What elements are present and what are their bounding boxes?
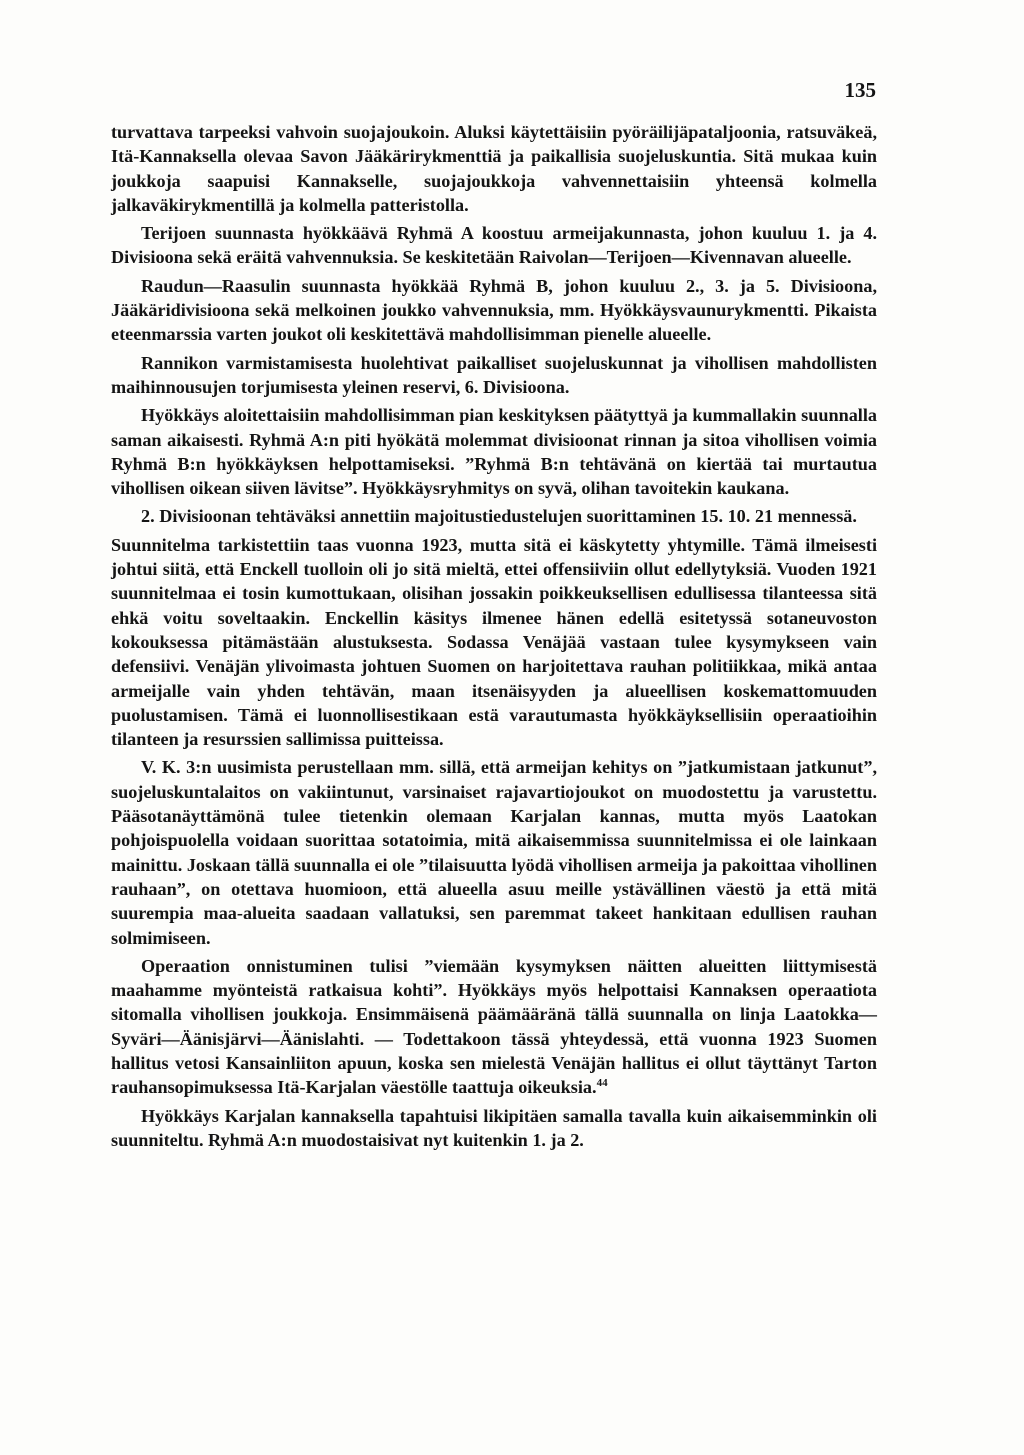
- paragraph-10: Hyökkäys Karjalan kannaksella tapahtuisi likipitäen samalla tavalla kuin aikaisemminkin oli suunniteltu. Ryhmä A:n muodostaisivat nyt kuitenkin 1. ja 2.: [111, 1105, 877, 1150]
- paragraph-9: [111, 954, 877, 1100]
- paragraph-8: V. K. 3:n uusimista perustellaan mm. sillä, että armeijan kehitys on ”jatkumistaan jatkunut”, suojeluskuntalaitos on vakiintunut, varsinaiset rajavartiojoukot on muodostettu ja varustettu. Pääsotanäyttämönä tulee tietenkin olemaan Karjalan kannas, mutta myös Laatokan pohjoispuolella voidaan suorittaa sotatoimia, mitä aikaisemmissa suunnitelmissa ei ole lainkaan mainittu. Joskaan tällä suunnalla ei ole ”tilaisuutta lyödä vihollisen armeija ja pakoittaa vihollinen rauhaan”, on otettava huomioon, että alueella asuu meille ystävällinen väestö ja että mitä suurempia maa-alueita saadaan vallatuksi, sen paremmat takeet hankitaan edullisen rauhan solmimiseen.: [111, 757, 877, 948]
- paragraph-4: Rannikon varmistamisesta huolehtivat paikalliset suojeluskunnat ja vihollisen mahdollisten maihinnousujen torjumisesta yleinen reservi, 6. Divisioona.: [111, 352, 877, 397]
- paragraph-3: Raudun—Raasulin suunnasta hyökkää Ryhmä B, johon kuuluu 2., 3. ja 5. Divisioona, Jääkäridivisioona sekä melkoinen joukko vahvennuksia, mm. Hyökkäysvaunurykmentti. Pikaista eteenmarssia varten joukot oli keskitettävä mahdollisimman pienelle alueelle.: [111, 275, 877, 345]
- page-number: 135: [844, 78, 876, 102]
- body-text: [111, 120, 877, 1156]
- paragraph-2: Terijoen suunnasta hyökkäävä Ryhmä A koostuu armeijakunnasta, johon kuuluu 1. ja 4. Divisioona sekä eräitä vahvennuksia. Se keskitetään Raivolan—Terijoen—Kivennavan alueelle.: [111, 223, 877, 268]
- paragraph-1: turvattava tarpeeksi vahvoin suojajoukoin. Aluksi käytettäisiin pyöräilijäpataljoonia, ratsuväkeä, Itä-Kannaksella olevaa Savon Jääkärirykmenttiä ja paikallisia suojeluskuntia. Sitä mukaa kuin joukkoja saapuisi Kannakselle, suojajoukkoja vahvennettaisiin yhteensä kolmella jalkaväkirykmentillä ja kolmella patteristolla.: [111, 122, 877, 215]
- paragraph-6: 2. Divisioonan tehtäväksi annettiin majoitustiedustelujen suorittaminen 15. 10. 21 mennessä.: [141, 506, 857, 527]
- paragraph-7: Suunnitelma tarkistettiin taas vuonna 1923, mutta sitä ei käskytetty yhtymille. Tämä ilmeisesti johtui siitä, että Enckell tuolloin oli jo sitä mieltä, ettei offensiiviin ollut edellytyksiä. Vuoden 1921 suunnitelmaa ei tosin kumottukaan, olisihan jossakin poikkeuksellisen edullisessa tilanteessa sitä ehkä voitu soveltaakin. Enckellin käsitys ilmenee hänen edellä esitetyssä sotaneuvoston kokouksessa pitämästään alustuksesta. Sodassa Venäjää vastaan tulee kysymykseen vain defensiivi. Venäjän ylivoimasta johtuen Suomen on harjoitettava rauhan politiikkaa, mikä antaa armeijalle vain yhden tehtävän, maan itsenäisyyden ja alueellisen koskemattomuuden puolustamisen. Tämä ei luonnollisestikaan estä varautumasta hyökkäyksellisiin operaatioihin tilanteen ja resurssien sallimissa puitteissa.: [111, 534, 877, 750]
- paragraph-9-text: Operaation onnistuminen tulisi ”viemään kysymyksen näitten alueitten liittymisestä maahamme myönteistä ratkaisua kohti”. Hyökkäys myös helpottaisi Kannaksen operaatiota sitomalla vihollisen joukkoja. Ensimmäisenä päämääränä tällä suunnalla on linja Laatokka—Syväri—Äänisjärvi—Äänislahti. — Todettakoon tässä yhteydessä, että vuonna 1923 Suomen hallitus vetosi Kansainliiton apuun, koska sen mielestä Venäjän hallitus ei ollut täyttänyt Tarton rauhansopimuksessa Itä-Karjalan väestölle taattuja oikeuksia.: [111, 955, 877, 1098]
- paragraph-5: Hyökkäys aloitettaisiin mahdollisimman pian keskityksen päätyttyä ja kummallakin suunnalla saman aikaisesti. Ryhmä A:n piti hyökätä molemmat divisioonat rinnan ja sitoa vihollisen voimia Ryhmä B:n hyökkäyksen helpottamiseksi. ”Ryhmä B:n tehtävänä on kiertää tai murtautua vihollisen oikean siiven lävitse”. Hyökkäysryhmitys on syvä, olihan tavoitekin kaukana.: [111, 405, 877, 499]
- footnote-marker: 44: [596, 1077, 608, 1090]
